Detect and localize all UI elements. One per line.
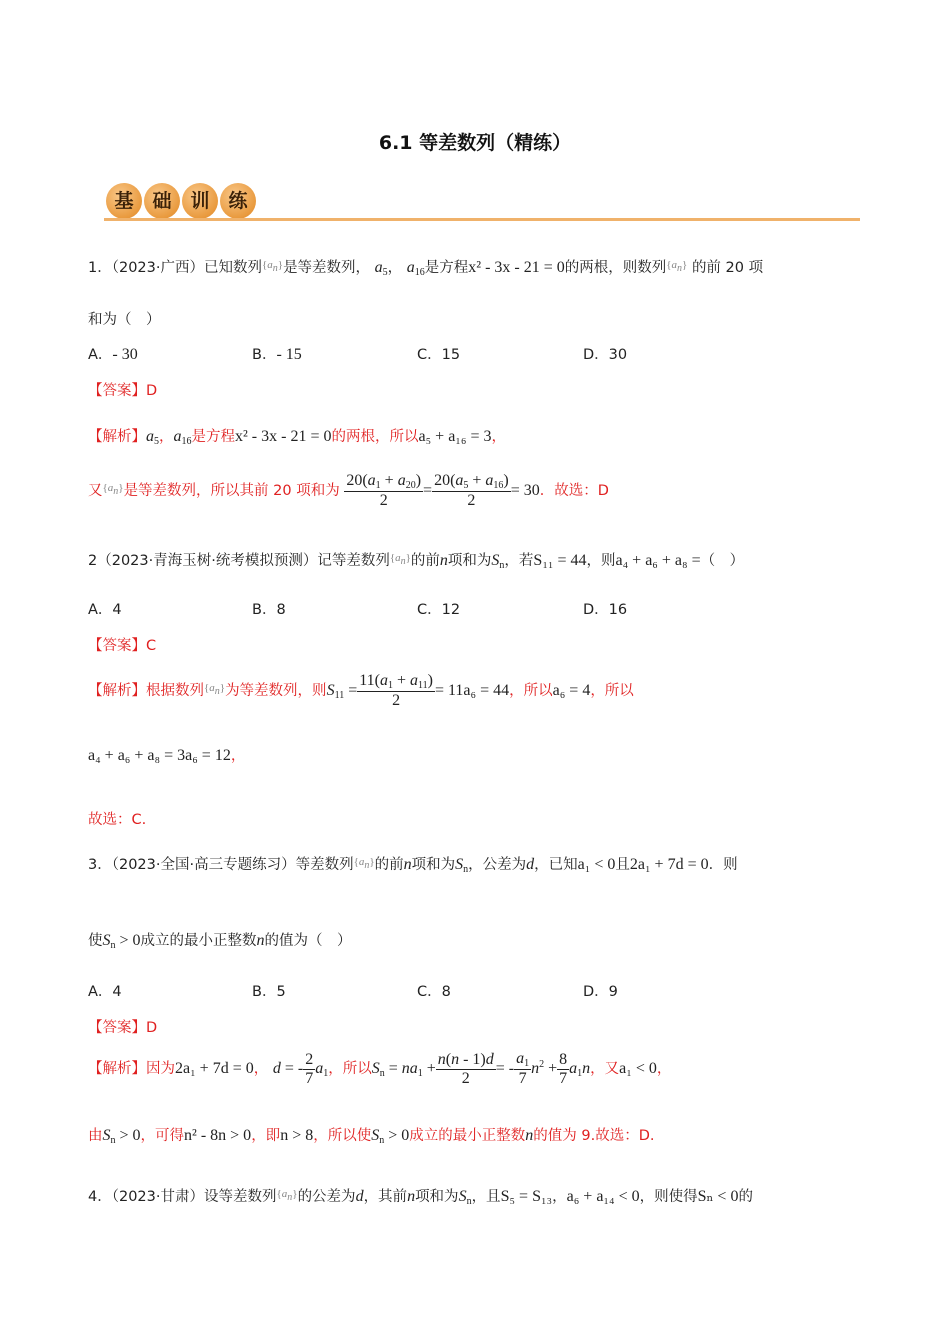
option-a[interactable]: A．4 — [88, 984, 122, 1000]
question-number: 1． — [88, 260, 112, 276]
math-condition: Sₙ < 0 — [697, 1188, 739, 1205]
math-n: n — [407, 1188, 416, 1205]
math-s11: $S_{11}$ = — [326, 682, 358, 701]
math-a16: $a_{16}$ — [173, 428, 192, 447]
answer-label: 【答案】 — [88, 638, 146, 654]
math-d: d = - — [272, 1060, 304, 1077]
question-text: 项和为 — [415, 1189, 459, 1205]
answer-3 — [88, 1016, 157, 1037]
math-expression: a₄ + a₆ + a₈ = — [615, 552, 701, 569]
analysis-text: 由 — [88, 1128, 103, 1144]
option-d[interactable]: D．30 — [583, 347, 628, 363]
answer-label: 【答案】 — [88, 383, 146, 399]
answer-label: 【答案】 — [88, 1020, 146, 1036]
option-c[interactable]: C．15 — [417, 347, 461, 363]
question-1: 1．（2023·广西）已知数列$\{a_n\}$是等差数列， $a_5$， $a_{16}$是方程x² - 3x - 21 = 0的两根，则数列$\{a_n\}$ 的前 20 项 — [88, 259, 764, 278]
analysis-text: 是等差数列，所以其前 20 项和为 — [123, 483, 340, 499]
math-inequality: n² - 8n > 0 — [184, 1127, 252, 1144]
analysis-2-line2: a₄ + a₆ + a₈ = 3a₆ = 12， — [88, 747, 246, 764]
fraction: $\frac{20(a_5 + a_{16})}{2}$ — [434, 472, 509, 509]
math-sn-positive: $S_n > 0$ — [371, 1127, 410, 1146]
analysis-text: ，即 — [251, 1128, 281, 1144]
answer-2 — [88, 634, 156, 655]
math-result: a₆ = 4 — [552, 682, 591, 699]
question-number: 4． — [88, 1189, 112, 1205]
question-text: 设等差数列 — [204, 1189, 277, 1205]
option-value: - 30 — [112, 346, 138, 363]
fraction: $\frac{20(a_1 + a_{20})}{2}$ — [346, 472, 422, 509]
analysis-label: 【解析】 — [88, 1061, 146, 1077]
option-c[interactable]: C．8 — [417, 984, 451, 1000]
question-text: 是等差数列， — [283, 260, 371, 276]
answer-value: D — [146, 1020, 158, 1036]
option-b[interactable]: B．8 — [252, 602, 286, 618]
question-source: （2023·甘肃） — [111, 1189, 204, 1205]
question-text: ，已知 — [534, 857, 578, 873]
math-n: n — [439, 552, 448, 569]
question-text: 成立的最小正整数 — [140, 933, 257, 949]
math-inequality: n > 8 — [280, 1127, 314, 1144]
question-text: 记等差数列 — [317, 553, 390, 569]
set-brace: $\{a_n\}$ — [276, 1188, 298, 1203]
fraction: $\frac{8}{7}$ — [559, 1050, 568, 1087]
option-b[interactable] — [252, 343, 302, 364]
question-text: 使 — [88, 933, 103, 949]
section-divider — [104, 218, 860, 221]
math-equation: x² - 3x - 21 = 0 — [468, 259, 565, 276]
answer-value: C — [146, 638, 157, 654]
analysis-text: ，又 — [590, 1061, 620, 1077]
question-1-line2: 和为（ ） — [88, 312, 161, 328]
analysis-text: ，所以使 — [313, 1128, 372, 1144]
math-sn: $S_n$ — [455, 856, 469, 875]
analysis-text: 为等差数列，则 — [225, 683, 327, 699]
question-text: 的前 — [410, 553, 440, 569]
question-text: ，则使得 — [639, 1189, 698, 1205]
answer-value: D — [146, 383, 158, 399]
math-condition: a₆ + a₁₄ < 0 — [566, 1188, 640, 1205]
question-text: 项和为 — [447, 553, 492, 569]
analysis-text: ，可得 — [140, 1128, 185, 1144]
analysis-label: 【解析】 — [88, 683, 146, 699]
math-a16: $a_{16}$ — [406, 259, 425, 278]
analysis-text: 成立的最小正整数 — [409, 1128, 526, 1144]
math-a5: $a_5$ — [374, 259, 388, 278]
math-a5: $a_5$ — [146, 428, 159, 447]
analysis-text: ，所以 — [509, 683, 553, 699]
set-brace: $\{a_n\}$ — [389, 552, 411, 567]
set-brace: $\{a_n\}$ — [204, 682, 226, 697]
question-text: 已知数列 — [204, 260, 262, 276]
question-text: ，且 — [471, 1189, 501, 1205]
option-value: - 15 — [276, 346, 302, 363]
question-text: 的两根，则数列 — [564, 260, 667, 276]
math-condition: S₅ = S₁₃ — [500, 1188, 553, 1205]
analysis-text: ，所以 — [328, 1061, 372, 1077]
math-sn-positive: $S_n > 0$ — [102, 1127, 141, 1146]
analysis-text: 因为 — [146, 1061, 175, 1077]
question-text: ，公差为 — [468, 857, 527, 873]
question-source: （2023·广西） — [111, 260, 204, 276]
math-result: = 11a₆ = 44 — [434, 682, 510, 699]
analysis-text: 的两根，所以 — [331, 429, 419, 445]
question-text: 且 — [615, 857, 630, 873]
analysis-1-line2: 又$\{a_n\}$是等差数列，所以其前 20 项和为 $\frac{20(a_1 + a_{20})}{2}$ = $\frac{20(a_5 + a_{16})}{2}$ = 30．故选：D — [88, 472, 609, 509]
analysis-text: 又 — [88, 483, 103, 499]
question-3-line2 — [88, 929, 352, 951]
question-text: ，若 — [504, 553, 534, 569]
set-brace: $\{a_n\}$ — [666, 259, 688, 274]
set-brace: $\{a_n\}$ — [262, 259, 284, 274]
analysis-3-line2: 由$S_n > 0$，可得n² - 8n > 0，即n > 8，所以使$S_n > 0$成立的最小正整数n的值为 9.故选：D. — [88, 1127, 655, 1146]
banner-char: 练 — [220, 183, 256, 219]
option-label: B． — [252, 347, 277, 363]
question-text: ，其前 — [363, 1189, 408, 1205]
math-sum: a₅ + a₁₆ = 3 — [418, 428, 492, 445]
set-brace: $\{a_n\}$ — [102, 482, 124, 497]
question-text: 的 — [738, 1189, 753, 1205]
math-d: d — [526, 856, 535, 873]
question-text: 的前 — [374, 857, 404, 873]
math-result: = 30 — [510, 482, 540, 499]
math-condition: a₁ < 0 — [577, 856, 616, 873]
math-condition: S₁₁ = 44 — [533, 552, 587, 569]
math-result: a₄ + a₆ + a₈ = 3a₆ = 12 — [88, 747, 231, 764]
analysis-text: ，所以 — [590, 683, 634, 699]
analysis-1-line1: 【解析】$a_5$，$a_{16}$是方程x² - 3x - 21 = 0的两根，所以a₅ + a₁₆ = 3， — [88, 428, 506, 447]
fraction: $\frac{11(a_1 + a_{11})}{2}$ — [359, 672, 433, 709]
question-text: ， — [552, 1189, 567, 1205]
math-condition: 2a₁ + 7d = 0 — [629, 856, 709, 873]
question-3 — [88, 853, 738, 875]
analysis-text: 的值为 9.故选：D. — [533, 1128, 655, 1144]
question-text: ．则 — [708, 857, 738, 873]
question-source: （2023·全国·高三专题练习） — [111, 857, 296, 873]
math-equation: x² - 3x - 21 = 0 — [235, 428, 332, 445]
question-text: 等差数列 — [295, 857, 354, 873]
option-a[interactable]: A．4 — [88, 602, 122, 618]
question-text: 的公差为 — [297, 1189, 356, 1205]
analysis-text: 是方程 — [191, 429, 235, 445]
analysis-3-line1: 【解析】因为2a₁ + 7d = 0， d = - $\frac{2}{7}$ $a_1$，所以$S_n = na_1$ + $\frac{n(n - 1)d}{2}$ = - $\frac{a_1}{7}$ $n^2$ + $\frac{8}{7}$ $a_1n$，又a₁ < 0， — [88, 1050, 672, 1087]
option-d[interactable]: D．16 — [583, 602, 628, 618]
math-sn-positive: $S_n > 0$ — [102, 932, 141, 951]
math-d: d — [355, 1188, 364, 1205]
math-n: n — [256, 932, 265, 949]
banner-char: 基 — [106, 183, 142, 219]
analysis-2-line1 — [88, 672, 634, 710]
question-source: （2023·青海玉树·统考模拟预测） — [97, 553, 318, 569]
option-b[interactable]: B．5 — [252, 984, 286, 1000]
analysis-text: ．故选：D — [539, 483, 609, 499]
analysis-text: 根据数列 — [146, 683, 204, 699]
question-4 — [88, 1185, 753, 1207]
analysis-2-line3: 故选：C. — [88, 812, 147, 828]
set-brace: $\{a_n\}$ — [353, 856, 375, 871]
question-number: 2 — [88, 553, 98, 569]
math-condition: 2a₁ + 7d = 0 — [175, 1060, 254, 1077]
question-number: 3． — [88, 857, 112, 873]
fraction: $\frac{n(n - 1)d}{2}$ — [437, 1050, 494, 1087]
question-text: 的值为（ ） — [264, 933, 352, 949]
question-text: ，则 — [586, 553, 616, 569]
math-n: n — [403, 856, 412, 873]
fraction: $\frac{2}{7}$ — [305, 1050, 314, 1087]
analysis-text: ， — [253, 1061, 269, 1077]
option-c[interactable]: C．12 — [417, 602, 461, 618]
option-d[interactable]: D．9 — [583, 984, 618, 1000]
math-sn: $S_n$ — [491, 552, 505, 571]
banner-char: 训 — [182, 183, 218, 219]
option-label: A． — [88, 347, 113, 363]
math-sn: $S_n$ — [458, 1188, 472, 1207]
question-text: 的前 20 项 — [691, 260, 764, 276]
fraction: $\frac{a_1}{7}$ — [516, 1050, 530, 1087]
question-text: （ ） — [700, 553, 745, 569]
question-text: 是方程 — [424, 260, 469, 276]
question-text: 项和为 — [411, 857, 456, 873]
answer-1 — [88, 379, 157, 400]
math-condition: a₁ < 0 — [619, 1060, 657, 1077]
question-2 — [88, 549, 744, 571]
banner-char: 础 — [144, 183, 180, 219]
page-title: 6.1 等差数列（精练） — [378, 132, 572, 154]
option-a[interactable] — [88, 343, 138, 364]
analysis-label: 【解析】 — [88, 429, 146, 445]
